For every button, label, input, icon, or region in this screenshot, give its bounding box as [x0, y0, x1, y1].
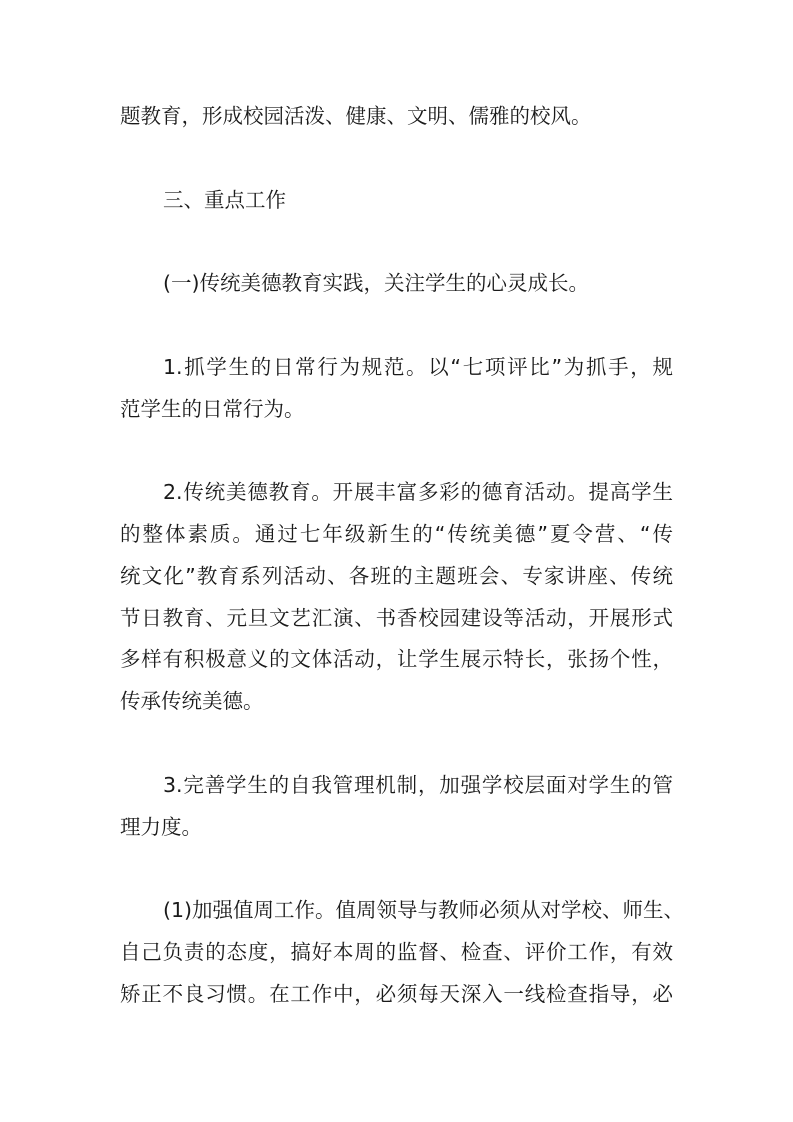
text-line: 的整体素质。通过七年级新生的“传统美德”夏令营、“传: [120, 521, 673, 546]
text-line: 范学生的日常行为。: [120, 396, 305, 421]
paragraph: [120, 180, 673, 222]
text-line: 传承传统美德。: [120, 689, 264, 714]
text-line: (1)加强值周工作。值周领导与教师必须从对学校、师生、: [163, 898, 685, 923]
text-line: 1.抓学生的日常行为规范。以“七项评比”为抓手，规: [163, 354, 673, 379]
text-line: (一)传统美德教育实践，关注学生的心灵成长。: [163, 271, 589, 296]
text-line: 矫正不良习惯。在工作中，必须每天深入一线检查指导，必: [120, 981, 673, 1006]
text-line: 三、重点工作: [163, 187, 286, 212]
paragraph: [120, 765, 673, 849]
text-line: 统文化”教育系列活动、各班的主题班会、专家讲座、传统: [120, 563, 673, 588]
text-line: 多样有积极意义的文体活动，让学生展示特长，张扬个性，: [120, 647, 673, 672]
paragraph: [120, 347, 673, 431]
text-line: 自己负责的态度，搞好本周的监督、检查、评价工作，有效: [120, 939, 673, 964]
paragraph: [120, 472, 673, 723]
paragraph: [120, 263, 673, 305]
text-line: 题教育，形成校园活泼、健康、文明、儒雅的校风。: [120, 104, 592, 128]
text-line: 2.传统美德教育。开展丰富多彩的德育活动。提高学生: [163, 480, 673, 505]
text-line: 3.完善学生的自我管理机制，加强学校层面对学生的管: [163, 772, 673, 797]
text-line: 节日教育、元旦文艺汇演、书香校园建设等活动，开展形式: [120, 605, 673, 630]
document-page: [120, 96, 685, 1057]
text-line: 理力度。: [120, 814, 202, 839]
paragraph: [120, 96, 673, 138]
paragraph: [120, 890, 685, 1015]
